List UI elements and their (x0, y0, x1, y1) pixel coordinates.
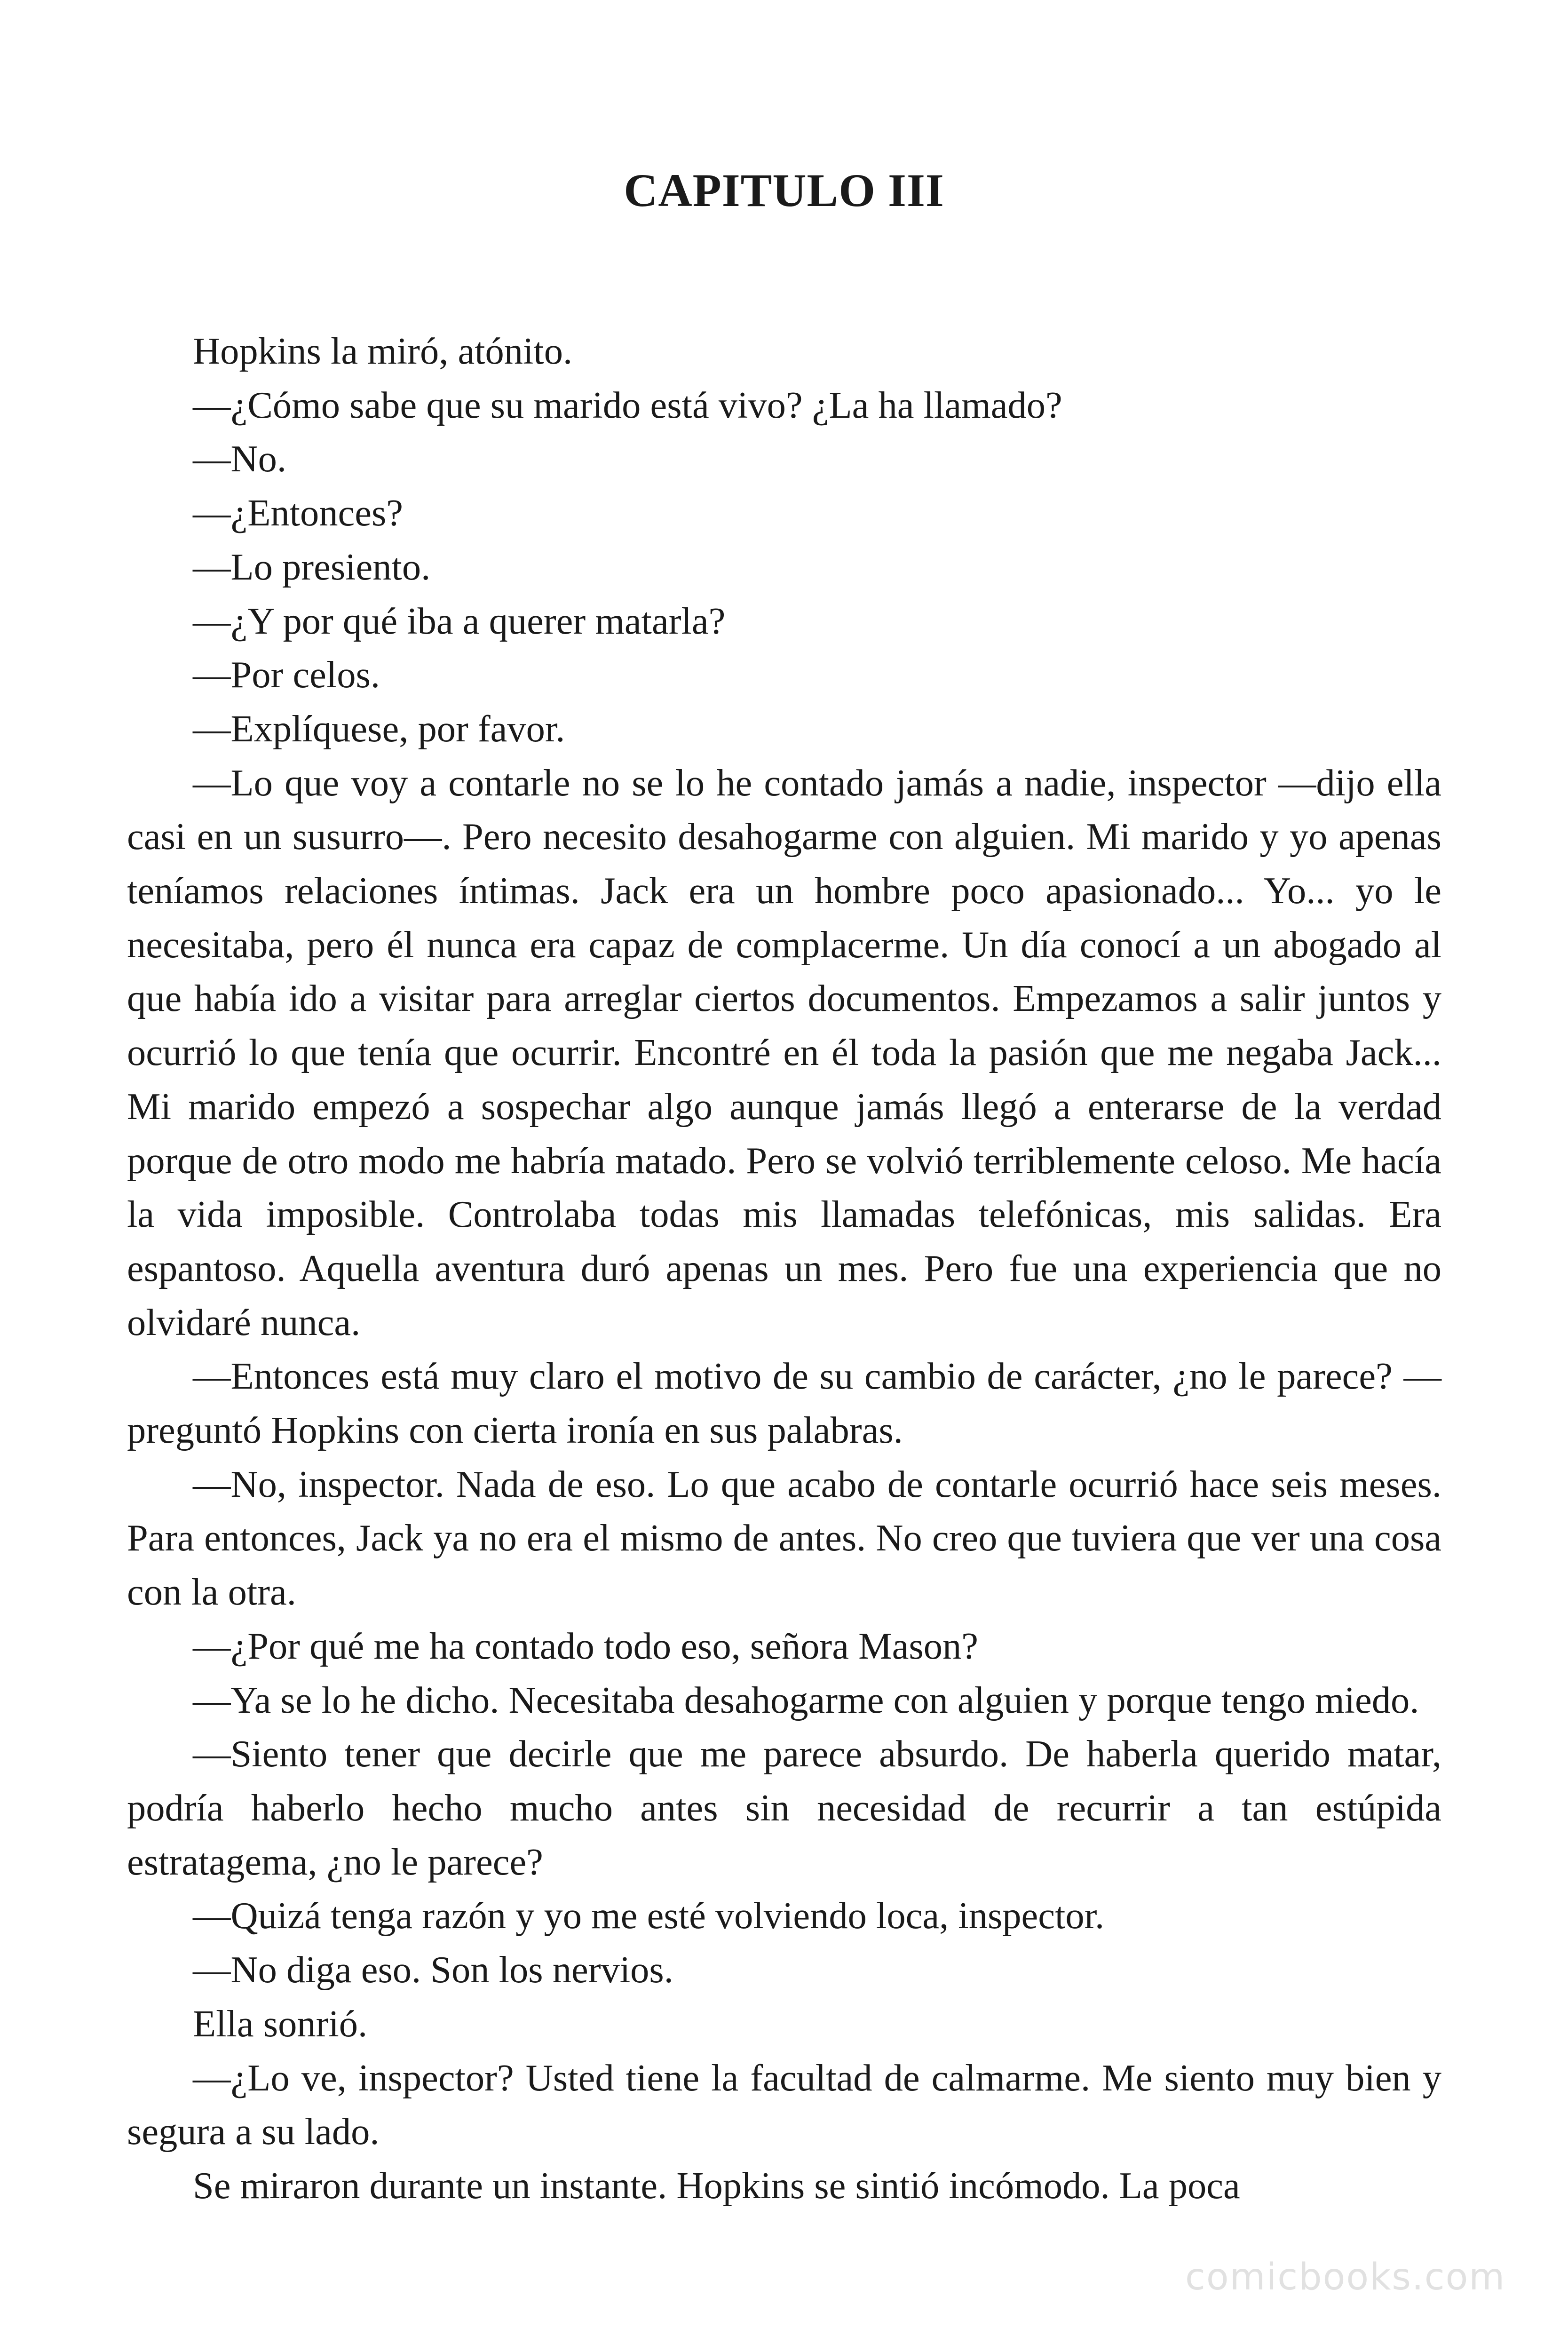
paragraph: —Ya se lo he dicho. Necesitaba desahogarme con alguien y porque tengo miedo. (193, 1679, 1419, 1721)
paragraph: —¿Lo ve, inspector? Usted tiene la facultad de calmarme. Me siento muy bien y segura a su lado. (127, 2057, 1441, 2153)
paragraph: —Quizá tenga razón y yo me esté volviendo loca, inspector. (193, 1895, 1105, 1937)
paragraph: —¿Y por qué iba a querer matarla? (193, 600, 726, 642)
paragraph-last: Se miraron durante un instante. Hopkins se sintió incómodo. La poca (193, 2164, 1240, 2207)
paragraph: —¿Cómo sabe que su marido está vivo? ¿La ha llamado? (193, 384, 1062, 426)
paragraph: —Entonces está muy claro el motivo de su cambio de carácter, ¿no le parece? —preguntó Hopkins con cierta ironía en sus palabras. (127, 1355, 1441, 1452)
chapter-body (127, 325, 1441, 2213)
paragraph: —Lo presiento. (193, 546, 431, 588)
watermark: comicbooks.com (1185, 2256, 1506, 2298)
paragraph: —Lo que voy a contarle no se lo he contado jamás a nadie, inspector —dijo ella casi en un susurro—. Pero necesito desahogarme con alguien. Mi marido y yo apenas teníamos relaciones íntimas. Jack era un hombre poco apasionado... Yo... yo le necesitaba, pero él nunca era capaz de complacerme. Un día conocí a un abogado al que había ido a visitar para arreglar ciertos documentos. Empezamos a salir juntos y ocurrió lo que tenía que ocurrir. Encontré en él toda la pasión que me negaba Jack... Mi marido empezó a sospechar algo aunque jamás llegó a enterarse de la verdad porque de otro modo me habría matado. Pero se volvió terriblemente celoso. Me hacía la vida imposible. Controlaba todas mis llamadas telefónicas, mis salidas. Era espantoso. Aquella aventura duró apenas un mes. Pero fue una experiencia que no olvidaré nunca. (127, 762, 1441, 1343)
chapter-title: CAPITULO III (624, 164, 944, 216)
paragraph: —¿Entonces? (193, 492, 404, 534)
paragraph: Hopkins la miró, atónito. (193, 330, 573, 372)
paragraph: —Siento tener que decirle que me parece absurdo. De haberla querido matar, podría haberlo hecho mucho antes sin necesidad de recurrir a tan estúpida estratagema, ¿no le parece? (127, 1733, 1441, 1883)
paragraph: —No, inspector. Nada de eso. Lo que acabo de contarle ocurrió hace seis meses. Para entonces, Jack ya no era el mismo de antes. No creo que tuviera que ver una cosa con la otra. (127, 1463, 1441, 1613)
paragraph: —Por celos. (193, 654, 380, 696)
paragraph: —Explíquese, por favor. (193, 707, 565, 750)
paragraph: —¿Por qué me ha contado todo eso, señora Mason? (193, 1625, 978, 1667)
paragraph: —No. (193, 438, 287, 480)
paragraph: Ella sonrió. (193, 2002, 368, 2045)
paragraph: —No diga eso. Son los nervios. (193, 1949, 673, 1991)
